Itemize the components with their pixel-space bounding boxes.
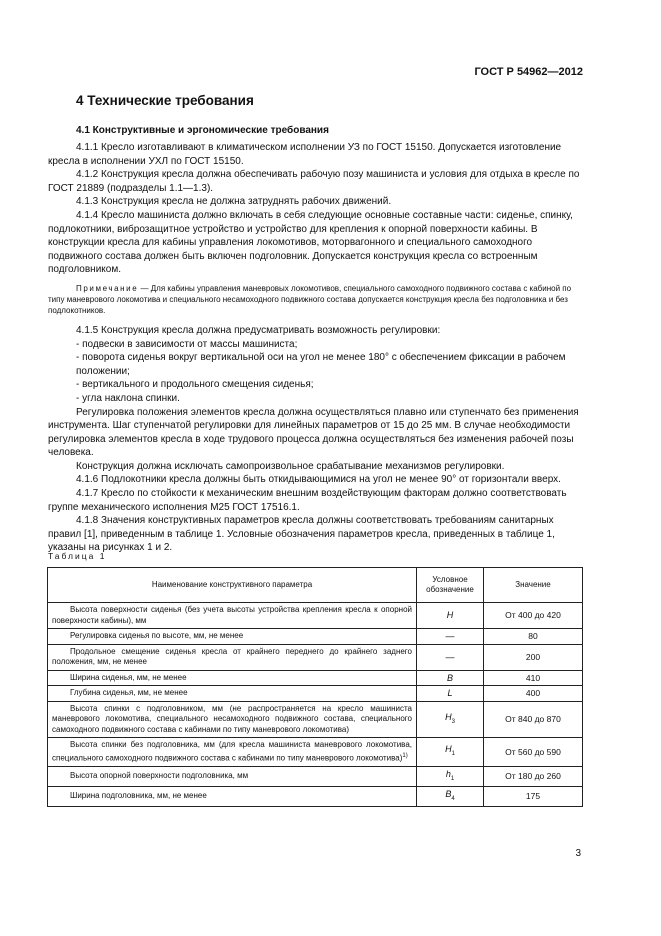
paragraph-4-1-4: 4.1.4 Кресло машиниста должно включать в себя следующие основные составные части: сиденье, спинку, подлокотники, виброзащитное устройство и устройство для крепления к опорной поверхности кабины. В конструкции кресла для кабины управления локомотивов, моторвагонного и специального самоходного подвижного состава должен быть включен подголовник. Допускается конструкция кресла со встроенным подголовником. — [48, 209, 573, 276]
table-row — [48, 603, 583, 629]
parameter-name-text: Ширина сиденья, мм, не менее — [70, 672, 187, 682]
parameter-value: 175 — [484, 786, 583, 806]
subsection-title: 4.1 Конструктивные и эргономические требования — [76, 125, 329, 136]
symbol-subscript: 1 — [451, 750, 455, 757]
standard-number: ГОСТ Р 54962—2012 — [474, 66, 583, 78]
parameter-name — [48, 738, 417, 767]
symbol-text: H — [445, 711, 452, 722]
symbol-text: — — [445, 651, 455, 662]
parameter-name — [48, 629, 417, 645]
table-row — [48, 644, 583, 670]
table-row — [48, 786, 583, 806]
note — [48, 283, 582, 316]
parameter-name — [48, 786, 417, 806]
symbol-text: B — [445, 788, 452, 799]
column-header-name: Наименование конструктивного параметра — [48, 568, 417, 603]
parameter-symbol — [417, 738, 484, 767]
parameter-value: От 180 до 260 — [484, 766, 583, 786]
table-row — [48, 766, 583, 786]
parameter-symbol — [417, 603, 484, 629]
parameter-symbol — [417, 786, 484, 806]
symbol-subscript: 1 — [450, 775, 455, 782]
parameter-name-text: Высота спинки с подголовником, мм (не распространяется на кресло машиниста маневрового локомотива, специального несамоходного подвижного состава, специального самоходного подвижного состава с кабинами по типу маневрового локомотива) — [52, 703, 412, 734]
table-header-row — [48, 568, 583, 603]
parameter-name-text: Регулировка сиденья по высоте, мм, не менее — [70, 631, 244, 640]
parameter-symbol — [417, 686, 484, 702]
parameter-name-text: Высота поверхности сиденья (без учета высоты устройства крепления кресла к опорной поверхности кабины), мм — [52, 605, 412, 625]
table-row — [48, 686, 583, 702]
note-label: Примечание — [76, 283, 139, 293]
parameter-name — [48, 766, 417, 786]
parameter-name — [48, 701, 417, 738]
paragraph-4-1-2: 4.1.2 Конструкция кресла должна обеспечивать рабочую позу машиниста и условия для отдыха в кресле по ГОСТ 21889 (подразделы 1.1—1.3). — [48, 169, 580, 194]
parameter-value: 410 — [484, 670, 583, 686]
list-item: - подвески в зависимости от массы машиниста; — [76, 338, 298, 350]
list-item: - поворота сиденья вокруг вертикальной оси на угол не менее 180° с обеспечением фиксации в рабочем положении; — [76, 352, 566, 377]
parameter-symbol — [417, 670, 484, 686]
parameter-name-text: Высота опорной поверхности подголовника, мм — [70, 771, 249, 781]
parameter-name-text: Продольное смещение сиденья кресла от крайнего переднего до крайнего заднего положения, мм, не менее — [52, 646, 412, 666]
parameter-value: От 400 до 420 — [484, 603, 583, 629]
parameter-name — [48, 644, 417, 670]
parameter-name — [48, 670, 417, 686]
table-row — [48, 738, 583, 767]
symbol-text: H — [445, 744, 452, 755]
symbol-text: — — [445, 631, 455, 641]
parameter-name — [48, 686, 417, 702]
table-row — [48, 629, 583, 645]
symbol-text: B — [446, 672, 453, 683]
parameter-value: 200 — [484, 644, 583, 670]
list-item: - угла наклона спинки. — [76, 392, 180, 404]
table-row — [48, 701, 583, 738]
paragraph-4-1-7: 4.1.7 Кресло по стойкости к механическим внешним воздействующим факторам должно соответствовать группе механического исполнения М25 ГОСТ 17516.1. — [48, 488, 567, 513]
parameter-name-text: Высота спинки без подголовника, мм (для кресла машиниста маневрового локомотива, специального самоходного подвижного состава с кабинами по типу маневрового локомотива) — [52, 740, 412, 763]
column-header-symbol: Условное обозначение — [417, 568, 484, 603]
symbol-subscript: 3 — [451, 718, 455, 725]
parameter-symbol — [417, 644, 484, 670]
paragraph-regulation: Регулировка положения элементов кресла должна осуществляться плавно или ступенчато без применения инструмента. Шаг ступенчатой регулировки для линейных параметров от 15 до 25 мм. В случае необходимости регулировка элементов кресла в ходе трудового процесса должна осуществляться без изменения рабочей позы человека. — [48, 406, 579, 459]
parameter-value: 80 — [484, 629, 583, 645]
body-text — [48, 141, 582, 555]
paragraph-4-1-6: 4.1.6 Подлокотники кресла должны быть откидывающимися на угол не менее 90° от горизонтали вверх. — [76, 474, 561, 486]
parameter-value: От 560 до 590 — [484, 738, 583, 767]
column-header-value: Значение — [484, 568, 583, 603]
section-title: 4 Технические требования — [76, 93, 254, 108]
parameter-symbol — [417, 701, 484, 738]
parameters-table — [47, 567, 583, 807]
paragraph-4-1-3: 4.1.3 Конструкция кресла не должна затруднять рабочих движений. — [76, 196, 392, 208]
table-body — [48, 603, 583, 807]
note-text: — Для кабины управления маневровых локомотивов, специального самоходного подвижного состава с кабиной по типу маневрового локомотива и специального несамоходного подвижного состава допускается конструкция кресла без подголовника и без подлокотников. — [48, 283, 572, 315]
paragraph-4-1-1: 4.1.1 Кресло изготавливают в климатическом исполнении УЗ по ГОСТ 15150. Допускается изготовление кресла в исполнении УХЛ по ГОСТ 15150. — [48, 142, 562, 167]
parameter-name — [48, 603, 417, 629]
paragraph-regulation-2: Конструкция должна исключать самопроизвольное срабатывание механизмов регулировки. — [76, 460, 505, 472]
paragraph-4-1-8: 4.1.8 Значения конструктивных параметров кресла должны соответствовать требованиям санитарных правил [1], приведенным в таблице 1. Условные обозначения параметров кресла, приведенных в таблице 1, указаны на рисунках 1 и 2. — [48, 515, 555, 554]
symbol-text: L — [447, 688, 453, 698]
symbol-subscript: 4 — [451, 795, 455, 802]
parameter-symbol — [417, 766, 484, 786]
footnote-mark: 1) — [402, 752, 408, 759]
parameter-value: 400 — [484, 686, 583, 702]
page-number: 3 — [575, 848, 581, 859]
list-item: - вертикального и продольного смещения сиденья; — [76, 379, 314, 391]
paragraph-4-1-5: 4.1.5 Конструкция кресла должна предусматривать возможность регулировки: — [76, 324, 441, 336]
parameter-value: От 840 до 870 — [484, 701, 583, 738]
table-caption: Таблица 1 — [48, 551, 107, 561]
parameter-name-text: Глубина сиденья, мм, не менее — [70, 688, 188, 697]
symbol-text: h — [445, 768, 451, 779]
parameter-name-text: Ширина подголовника, мм, не менее — [70, 791, 207, 801]
symbol-text: H — [446, 610, 454, 621]
parameter-symbol — [417, 629, 484, 645]
table-row — [48, 670, 583, 686]
